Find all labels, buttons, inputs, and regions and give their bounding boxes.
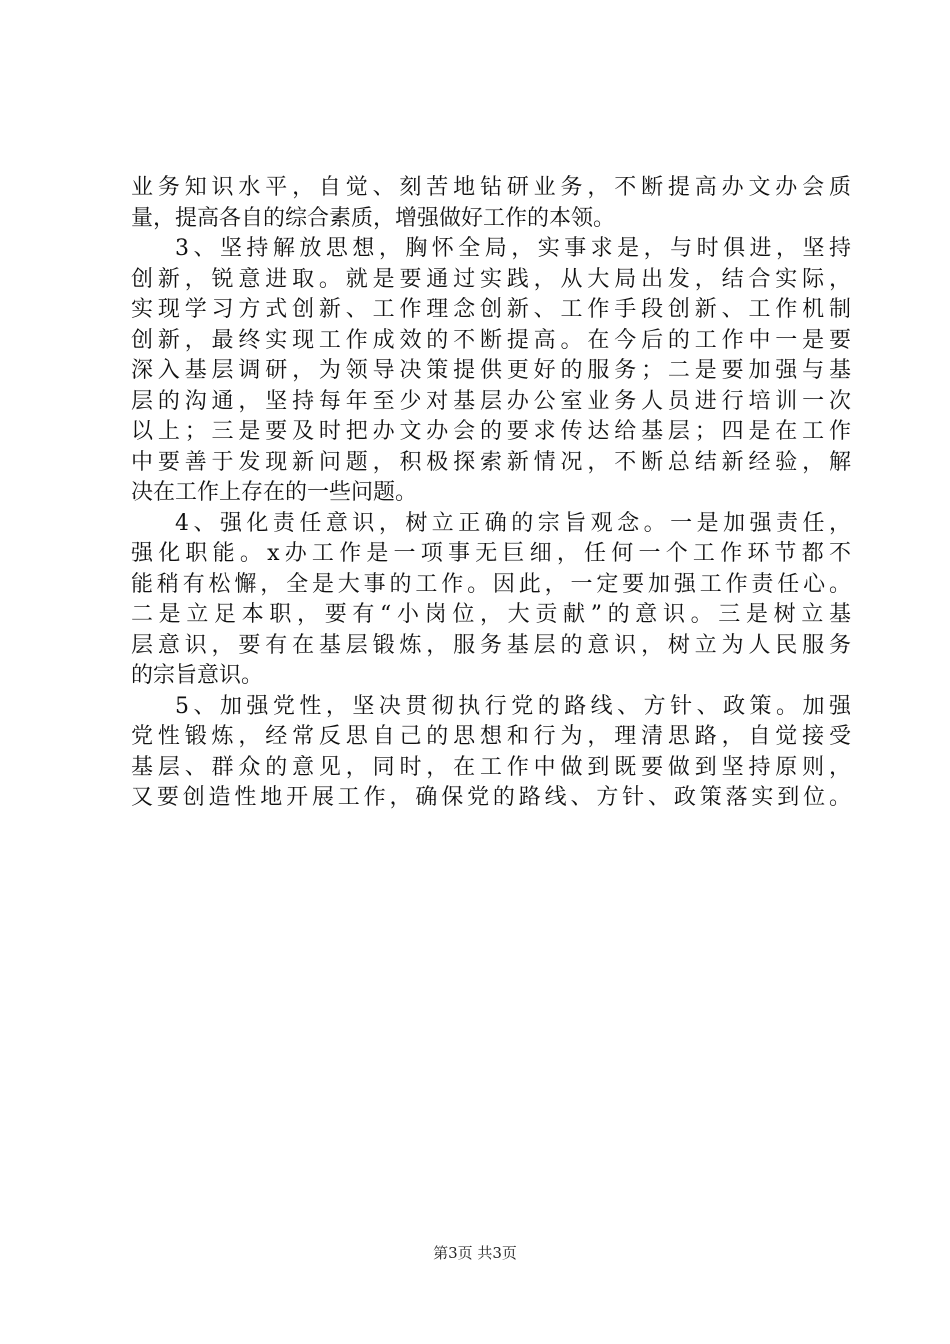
text-line: 实现学习方式创新、工作理念创新、工作手段创新、工作机制: [131, 297, 851, 322]
page-number-footer: 第3页 共3页: [433, 1244, 517, 1262]
text-line: 中要善于发现新问题，积极探索新情况，不断总结新经验，解: [131, 449, 851, 475]
text-line: 又要创造性地开展工作，确保党的路线、方针、政策落实到位。: [131, 785, 851, 810]
text-line: 强化职能。x办工作是一项事无巨细，任何一个工作环节都不: [131, 541, 851, 566]
text-line: 以上；三是要及时把办文办会的要求传达给基层；四是在工作: [131, 419, 851, 444]
text-line: 量，提高各自的综合素质，增强做好工作的本领。: [131, 205, 616, 231]
text-line: 5、加强党性，坚决贯彻执行党的路线、方针、政策。加强: [175, 693, 851, 719]
text-line: 创新，最终实现工作成效的不断提高。在今后的工作中一是要: [131, 327, 851, 353]
text-line: 4、强化责任意识，树立正确的宗旨观念。一是加强责任，: [175, 510, 851, 536]
text-line: 创新，锐意进取。就是要通过实践，从大局出发，结合实际，: [131, 266, 851, 292]
text-line: 业务知识水平，自觉、刻苦地钻研业务，不断提高办文办会质: [131, 175, 851, 200]
text-line: 的宗旨意识。: [131, 663, 264, 688]
text-line: 深入基层调研，为领导决策提供更好的服务；二是要加强与基: [131, 358, 851, 383]
text-line: 基层、群众的意见，同时，在工作中做到既要做到坚持原则，: [131, 754, 851, 780]
body-text: [131, 173, 851, 814]
text-line: 决在工作上存在的一些问题。: [131, 480, 418, 505]
text-line: 能稍有松懈，全是大事的工作。因此，一定要加强工作责任心。: [131, 571, 851, 597]
text-line: 3、坚持解放思想，胸怀全局，实事求是，与时俱进，坚持: [175, 236, 851, 261]
text-line: 层的沟通，坚持每年至少对基层办公室业务人员进行培训一次: [131, 388, 851, 414]
text-line: 党性锻炼，经常反思自己的思想和行为，理清思路，自觉接受: [131, 724, 851, 749]
text-line: 二是立足本职，要有“小岗位，大贡献”的意识。三是树立基: [131, 602, 851, 627]
text-line: 层意识，要有在基层锻炼，服务基层的意识，树立为人民服务: [131, 632, 851, 658]
